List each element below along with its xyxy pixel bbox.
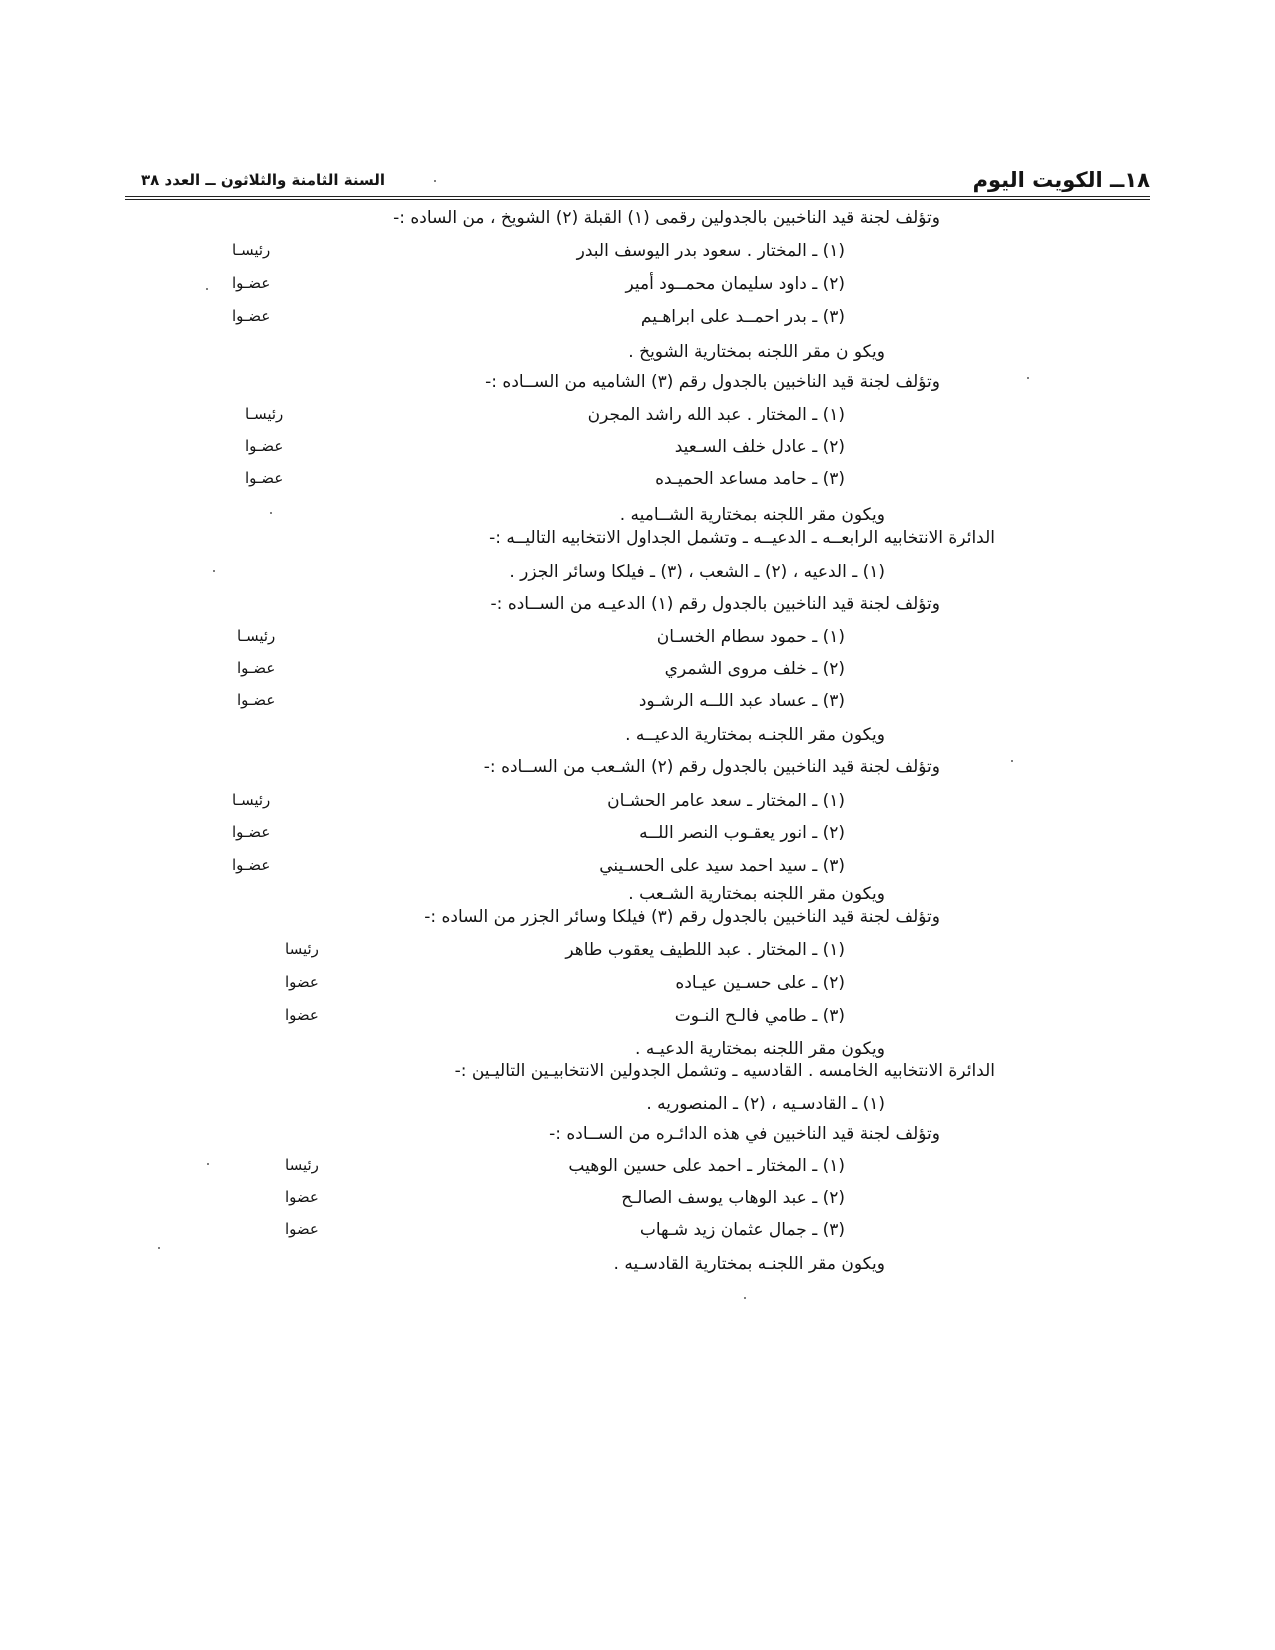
member-line: (٣) ـ سيد احمد سيد على الحسـيني bbox=[599, 856, 845, 876]
member-line: (١) ـ المختار . عبد الله راشد المجرن bbox=[587, 405, 845, 425]
committee-intro: وتؤلف لجنة قيد الناخبين بالجدول رقم (٣) الشاميه من الســاده :- bbox=[485, 372, 940, 392]
member-line: (١) ـ المختار . عبد اللطيف يعقوب طاهر bbox=[565, 940, 845, 960]
member-line: (٢) ـ عبد الوهاب يوسف الصالـح bbox=[621, 1188, 845, 1208]
scan-speck bbox=[1027, 377, 1029, 379]
scan-speck bbox=[158, 1247, 160, 1249]
member-role: عضـوا bbox=[232, 307, 271, 325]
scan-speck bbox=[213, 570, 215, 572]
committee-intro: وتؤلف لجنة قيد الناخبين بالجدول رقم (١) الدعيـه من الســاده :- bbox=[490, 594, 940, 614]
committee-seat: ويكون مقر اللجنه بمختارية الدعيـه . bbox=[635, 1039, 885, 1059]
committee-seat: ويكون مقر اللجنـه بمختارية الدعيــه . bbox=[625, 725, 885, 745]
member-role: رئيسـا bbox=[232, 241, 271, 259]
member-role: رئيسا bbox=[285, 940, 319, 958]
member-line: (١) ـ المختار ـ احمد على حسين الوهيب bbox=[568, 1156, 845, 1176]
district-tables: (١) ـ الدعيه ، (٢) ـ الشعب ، (٣) ـ فيلكا وسائر الجزر . bbox=[509, 562, 885, 582]
member-line: (٣) ـ طامي فالـح النـوت bbox=[674, 1006, 845, 1026]
header-rule-bottom bbox=[125, 199, 1150, 200]
member-role: رئيسـا bbox=[232, 791, 271, 809]
member-role: عضـوا bbox=[232, 274, 271, 292]
committee-intro: وتؤلف لجنة قيد الناخبين بالجدولين رقمى (١) القبلة (٢) الشويخ ، من الساده :- bbox=[393, 208, 940, 228]
member-role: عضوا bbox=[285, 1220, 319, 1238]
member-line: (٣) ـ عساد عبد اللــه الرشـود bbox=[638, 691, 845, 711]
committee-seat: ويكون مقر اللجنـه بمختارية القادسـيه . bbox=[613, 1254, 885, 1274]
scan-speck bbox=[206, 288, 208, 290]
scan-speck bbox=[207, 1163, 209, 1165]
member-line: (٢) ـ عادل خلف السـعيد bbox=[674, 437, 845, 457]
member-role: عضـوا bbox=[232, 823, 271, 841]
issue-label: السنة الثامنة والثلاثون ــ العدد ٣٨ bbox=[141, 171, 386, 189]
member-role: رئيسا bbox=[285, 1156, 319, 1174]
committee-intro: وتؤلف لجنة قيد الناخبين بالجدول رقم (٣) فيلكا وسائر الجزر من الساده :- bbox=[424, 907, 940, 927]
member-role: عضـوا bbox=[245, 437, 284, 455]
member-line: (٢) ـ خلف مروى الشمري bbox=[664, 659, 845, 679]
member-role: رئيسـا bbox=[245, 405, 284, 423]
page-title: ١٨ــ الكويت اليوم bbox=[972, 168, 1150, 192]
page-header bbox=[125, 168, 1150, 198]
scan-speck bbox=[1011, 760, 1013, 762]
committee-intro: وتؤلف لجنة قيد الناخبين بالجدول رقم (٢) الشـعب من الســاده :- bbox=[483, 757, 940, 777]
header-rule-top bbox=[125, 196, 1150, 197]
district-heading: الدائرة الانتخابيه الخامسه . القادسيه ـ وتشمل الجدولين الانتخابيـين التاليـين :- bbox=[454, 1061, 995, 1081]
district-tables: (١) ـ القادسـيه ، (٢) ـ المنصوريه . bbox=[646, 1094, 885, 1114]
committee-seat: ويكون مقر اللجنه بمختارية الشــاميه . bbox=[619, 505, 885, 525]
member-role: عضـوا bbox=[237, 691, 276, 709]
member-role: عضـوا bbox=[232, 856, 271, 874]
member-line: (١) ـ حمود سطام الخسـان bbox=[656, 627, 845, 647]
district-heading: الدائرة الانتخابيه الرابعــه ـ الدعيــه ـ وتشمل الجداول الانتخابيه التاليــه :- bbox=[489, 528, 995, 548]
committee-seat: ويكو ن مقر اللجنه بمختارية الشويخ . bbox=[628, 342, 885, 362]
member-role: عضوا bbox=[285, 1188, 319, 1206]
scan-speck bbox=[744, 1297, 746, 1299]
member-line: (٢) ـ داود سليمان محمــود أمير bbox=[625, 274, 845, 294]
member-line: (١) ـ المختار ـ سعد عامر الحشـان bbox=[607, 791, 845, 811]
member-line: (٣) ـ بدر احمــد على ابراهـيم bbox=[640, 307, 845, 327]
committee-seat: ويكون مقر اللجنه بمختارية الشـعب . bbox=[628, 884, 885, 904]
member-role: عضوا bbox=[285, 1006, 319, 1024]
member-line: (١) ـ المختار . سعود بدر اليوسف البدر bbox=[576, 241, 845, 261]
committee-intro: وتؤلف لجنة قيد الناخبين في هذه الدائـره من الســاده :- bbox=[549, 1124, 940, 1144]
member-role: عضـوا bbox=[237, 659, 276, 677]
member-line: (٢) ـ انور يعقـوب النصر اللــه bbox=[639, 823, 845, 843]
member-role: عضوا bbox=[285, 973, 319, 991]
member-role: رئيسـا bbox=[237, 627, 276, 645]
scan-speck bbox=[270, 512, 272, 514]
scan-speck bbox=[434, 180, 436, 182]
member-role: عضـوا bbox=[245, 469, 284, 487]
member-line: (٣) ـ حامد مساعد الحميـده bbox=[655, 469, 845, 489]
member-line: (٣) ـ جمال عثمان زيد شـهاب bbox=[639, 1220, 845, 1240]
member-line: (٢) ـ على حسـين عيـاده bbox=[675, 973, 845, 993]
